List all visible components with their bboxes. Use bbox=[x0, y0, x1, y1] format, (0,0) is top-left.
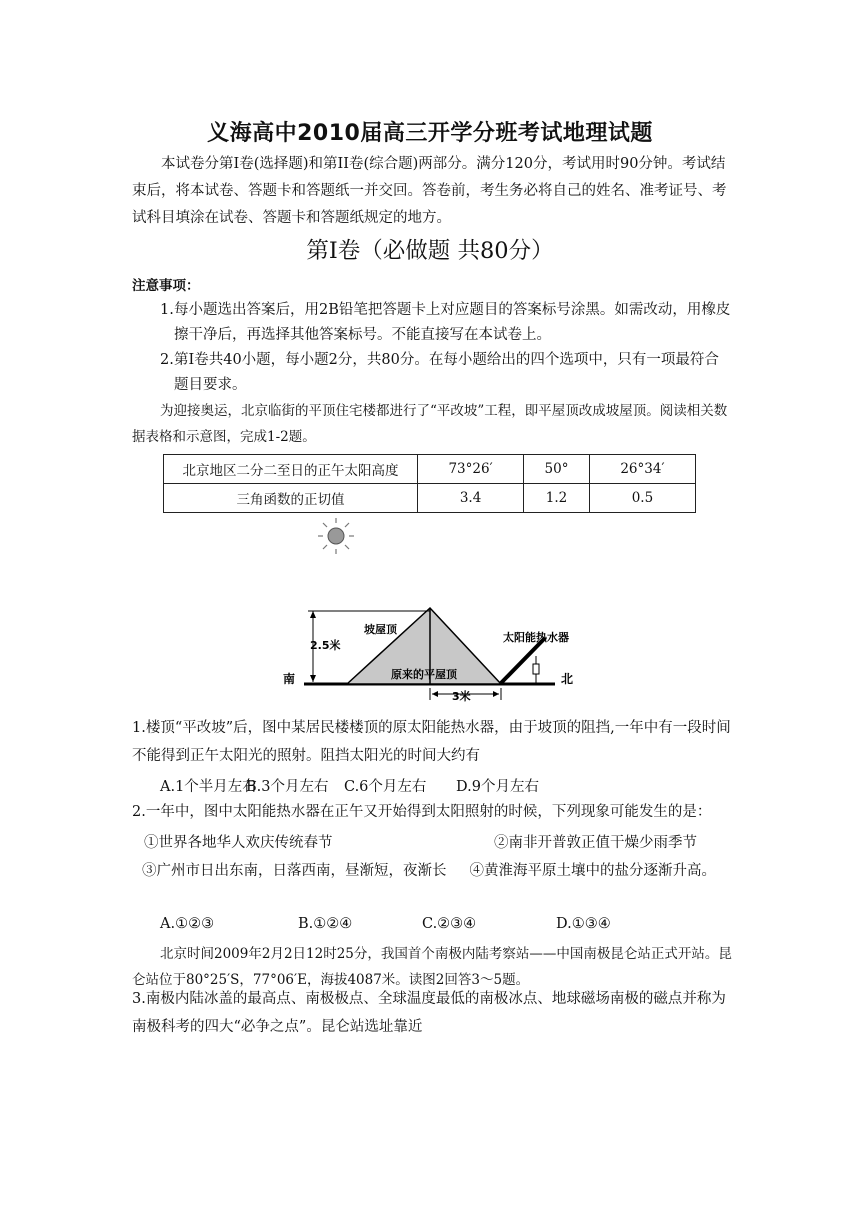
question-1-options bbox=[160, 775, 539, 796]
south-label: 南 bbox=[283, 672, 296, 686]
statement-2: ②南非开普敦正值干燥少雨季节 bbox=[494, 835, 697, 851]
option-a: A.1个半月左右 bbox=[160, 779, 257, 795]
option-b: B.①②④ bbox=[298, 916, 353, 932]
table-cell: 0.5 bbox=[589, 484, 695, 513]
table-cell: 3.4 bbox=[418, 484, 524, 513]
question-3-stem: 3.南极内陆冰盖的最高点、南极极点、全球温度最低的南极冰点、地球磁场南极的磁点并称为南极科考的四大“必争之点”。昆仑站选址靠近 bbox=[132, 991, 726, 1035]
option-b: B.3个月左右 bbox=[246, 779, 329, 795]
notice-item-number: 1. bbox=[160, 302, 174, 318]
table-cell: 50° bbox=[524, 455, 590, 484]
option-d: D.9个月左右 bbox=[456, 779, 539, 795]
height-label: 2.5米 bbox=[310, 639, 341, 652]
question-2-options bbox=[160, 916, 611, 932]
solar-water-heater bbox=[501, 638, 545, 683]
sun-icon bbox=[318, 518, 354, 554]
option-a: A.①②③ bbox=[160, 916, 215, 932]
statement-3: ③广州市日出东南，日落西南，昼渐短，夜渐长 bbox=[142, 863, 447, 879]
reading-intro-2: 北京时间2009年2月2日12时25分，我国首个南极内陆考察站——中国南极昆仑站正式开站。昆仑站位于80°25′S，77°06′E，海拔4087米。读图2回答3～5题。 bbox=[132, 946, 732, 988]
question-1-stem: 1.楼顶“平改坡”后，图中某居民楼楼顶的原太阳能热水器，由于坡顶的阻挡,一年中有一段时间不能得到正午太阳光的照射。阻挡太阳光的时间大约有 bbox=[132, 720, 731, 764]
table-cell: 三角函数的正切值 bbox=[164, 484, 418, 513]
reading-intro-1: 为迎接奥运，北京临街的平顶住宅楼都进行了“平改坡”工程，即平屋顶改成坡屋顶。阅读相关数据表格和示意图，完成1-2题。 bbox=[132, 403, 728, 445]
north-label: 北 bbox=[561, 672, 574, 686]
option-c: C.6个月左右 bbox=[344, 779, 427, 795]
question-2-stem: 2.一年中，图中太阳能热水器在正午又开始得到太阳照射的时候，下列现象可能发生的是： bbox=[132, 804, 712, 820]
table-cell: 1.2 bbox=[524, 484, 590, 513]
statement-4: ④黄淮海平原土壤中的盐分逐渐升高。 bbox=[469, 863, 717, 879]
heater-label: 太阳能热水器 bbox=[503, 631, 569, 644]
statements-3-4 bbox=[132, 857, 732, 885]
option-c: C.②③④ bbox=[422, 916, 477, 932]
option-d: D.①③④ bbox=[556, 916, 611, 932]
part-title: 第Ⅰ卷（必做题 共80分） bbox=[306, 238, 554, 264]
table-cell: 北京地区二分二至日的正午太阳高度 bbox=[164, 455, 418, 484]
notice-heading: 注意事项： bbox=[132, 278, 200, 294]
notice-item-number: 2. bbox=[160, 352, 174, 368]
distance-label: 3米 bbox=[452, 690, 471, 703]
notice-item-text: 第Ⅰ卷共40小题，每小题2分，共80分。在每小题给出的四个选项中，只有一项最符合题目要求。 bbox=[174, 352, 719, 393]
page-title: 义海高中2010届高三开学分班考试地理试题 bbox=[207, 121, 653, 146]
roof-label: 坡屋顶 bbox=[364, 623, 397, 636]
notice-item-text: 每小题选出答案后，用2B铅笔把答题卡上对应题目的答案标号涂黑。如需改动，用橡皮擦干净后，再选择其他答案标号。不能直接写在本试卷上。 bbox=[174, 302, 731, 343]
table-cell: 26°34′ bbox=[589, 455, 695, 484]
table-cell: 73°26′ bbox=[418, 455, 524, 484]
statement-1: ①世界各地华人欢庆传统春节 bbox=[144, 835, 333, 851]
flat-roof-label: 原来的平屋顶 bbox=[391, 668, 457, 681]
intro-paragraph: 本试卷分第Ⅰ卷(选择题)和第II卷(综合题)两部分。满分120分，考试用时90分钟。考试结束后，将本试卷、答题卡和答题纸一并交回。答卷前，考生务必将自己的姓名、准考证号、考试科目填涂在试卷、答题卡和答题纸规定的地方。 bbox=[132, 156, 727, 226]
